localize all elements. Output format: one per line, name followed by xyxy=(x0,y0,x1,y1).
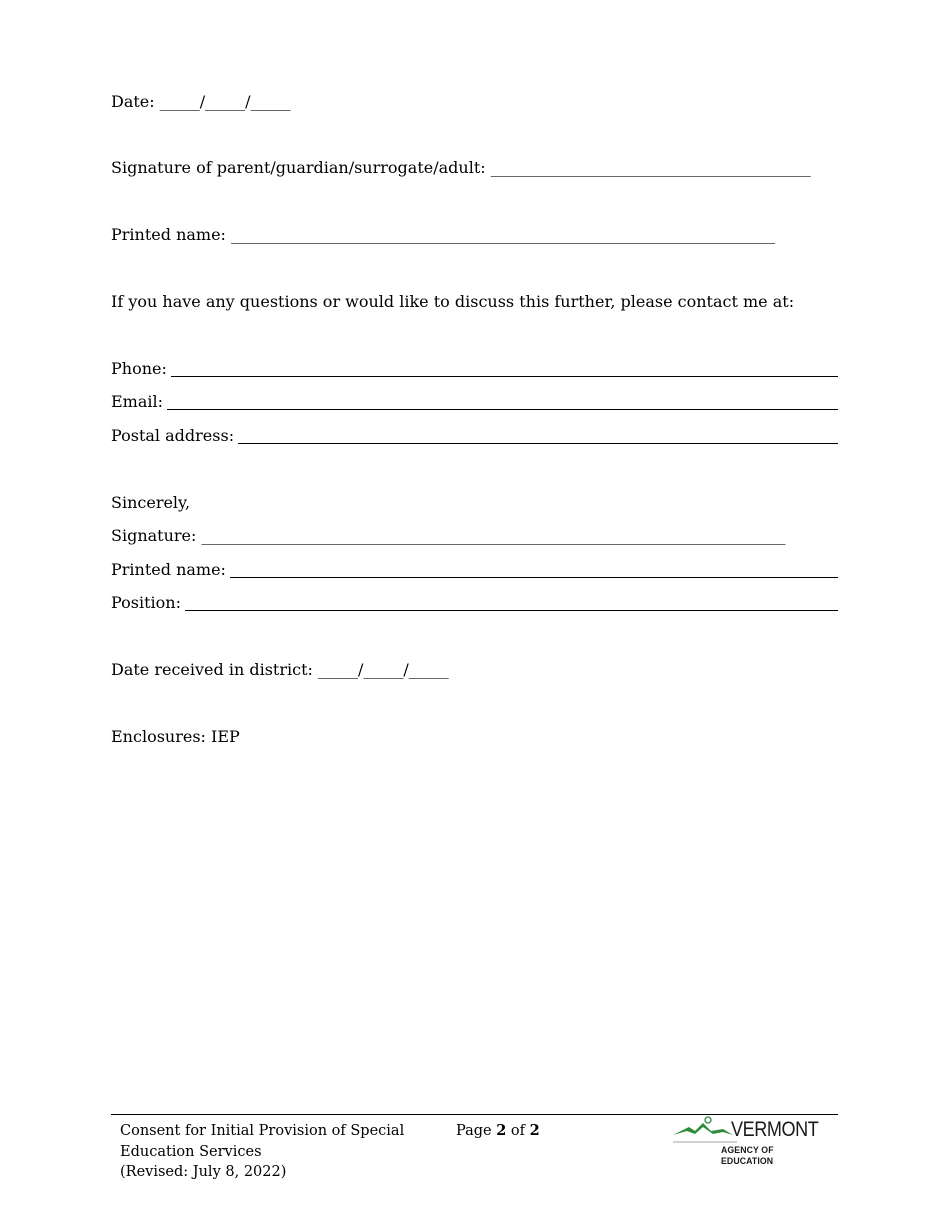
page-current: 2 xyxy=(496,1122,507,1139)
vermont-agency-logo xyxy=(673,1115,833,1167)
date-received-line[interactable]: Date received in district: _____/_____/_____ xyxy=(111,660,449,679)
sincerely-text: Sincerely, xyxy=(111,493,191,512)
page-separator: of xyxy=(506,1123,530,1139)
page-prefix: Page xyxy=(456,1123,497,1139)
staff-printed-name-input-line[interactable] xyxy=(230,563,838,578)
phone-input-line[interactable] xyxy=(171,362,838,377)
postal-address-field[interactable] xyxy=(111,426,838,446)
position-field[interactable] xyxy=(111,593,838,613)
footer-document-title xyxy=(120,1121,404,1183)
email-input-line[interactable] xyxy=(167,395,838,410)
mountain-logo-icon xyxy=(673,1115,737,1143)
enclosures-text: Enclosures: IEP xyxy=(111,727,240,746)
staff-printed-name-label: Printed name: xyxy=(111,560,226,579)
footer-revised-date: (Revised: July 8, 2022) xyxy=(120,1164,287,1180)
phone-field[interactable] xyxy=(111,359,838,379)
page-number xyxy=(456,1121,540,1142)
parent-printed-name-line[interactable]: Printed name: ____________________________________________________________________ xyxy=(111,225,776,244)
footer-title-line1: Consent for Initial Provision of Special xyxy=(120,1123,405,1139)
position-label: Position: xyxy=(111,593,181,612)
position-input-line[interactable] xyxy=(185,596,838,611)
contact-intro-text: If you have any questions or would like to discuss this further, please contact me at: xyxy=(111,292,795,311)
page-footer xyxy=(111,1114,838,1180)
staff-signature-line[interactable]: Signature: _________________________________________________________________________ xyxy=(111,526,786,545)
postal-address-input-line[interactable] xyxy=(238,429,838,444)
staff-printed-name-field[interactable] xyxy=(111,560,838,580)
parent-signature-line[interactable]: Signature of parent/guardian/surrogate/adult: ________________________________________ xyxy=(111,158,811,177)
date-line[interactable]: Date: _____/_____/_____ xyxy=(111,92,291,111)
email-label: Email: xyxy=(111,392,164,411)
email-field[interactable] xyxy=(111,392,838,412)
postal-address-label: Postal address: xyxy=(111,426,235,445)
logo-wordmark: VERMONT xyxy=(731,1118,819,1141)
footer-title-line2: Education Services xyxy=(120,1143,262,1160)
phone-label: Phone: xyxy=(111,359,167,378)
logo-subtitle: AGENCY OF EDUCATION xyxy=(721,1145,774,1167)
page-total: 2 xyxy=(529,1122,540,1139)
